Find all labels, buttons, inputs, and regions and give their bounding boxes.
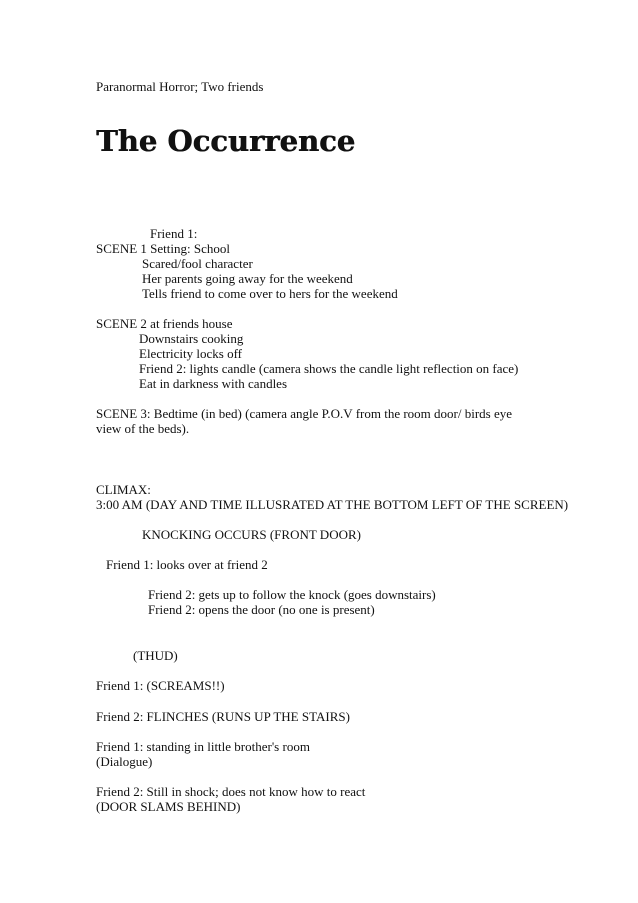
shock-line: Friend 2: Still in shock; does not know how to react: [96, 784, 366, 799]
genre-line: Paranormal Horror; Two friends: [96, 79, 264, 94]
scene3-line: view of the beds).: [96, 421, 190, 436]
climax-time: 3:00 AM (DAY AND TIME ILLUSRATED AT THE BOTTOM LEFT OF THE SCREEN): [96, 497, 569, 512]
scene2-line: Downstairs cooking: [139, 331, 244, 346]
scene1-line: Her parents going away for the weekend: [142, 271, 353, 286]
thud-line: (THUD): [133, 648, 178, 663]
screams-line: Friend 1: (SCREAMS!!): [96, 678, 225, 693]
scene1-line: Scared/fool character: [142, 256, 253, 271]
scene2-line: Eat in darkness with candles: [139, 376, 288, 391]
dialogue-line: (Dialogue): [96, 754, 153, 769]
friend1-looks-line: Friend 1: looks over at friend 2: [106, 557, 268, 572]
scene2-heading: SCENE 2 at friends house: [96, 316, 233, 331]
friend2-opens-line: Friend 2: opens the door (no one is present): [148, 602, 375, 617]
document-title: The Occurrence: [96, 124, 356, 158]
knocking-line: KNOCKING OCCURS (FRONT DOOR): [142, 527, 361, 542]
flinches-line: Friend 2: FLINCHES (RUNS UP THE STAIRS): [96, 709, 350, 724]
scene3-line: SCENE 3: Bedtime (in bed) (camera angle P.O.V from the room door/ birds eye: [96, 406, 513, 421]
climax-heading: CLIMAX:: [96, 482, 151, 497]
friend1-heading: Friend 1:: [150, 226, 198, 241]
standing-line: Friend 1: standing in little brother's room: [96, 739, 310, 754]
scene1-line: Tells friend to come over to hers for the weekend: [142, 286, 398, 301]
scene2-line: Friend 2: lights candle (camera shows the candle light reflection on face): [139, 361, 519, 376]
scene1-heading: SCENE 1 Setting: School: [96, 241, 230, 256]
friend2-gets-up-line: Friend 2: gets up to follow the knock (goes downstairs): [148, 587, 436, 602]
scene2-line: Electricity locks off: [139, 346, 243, 361]
door-slams-line: (DOOR SLAMS BEHIND): [96, 799, 241, 814]
